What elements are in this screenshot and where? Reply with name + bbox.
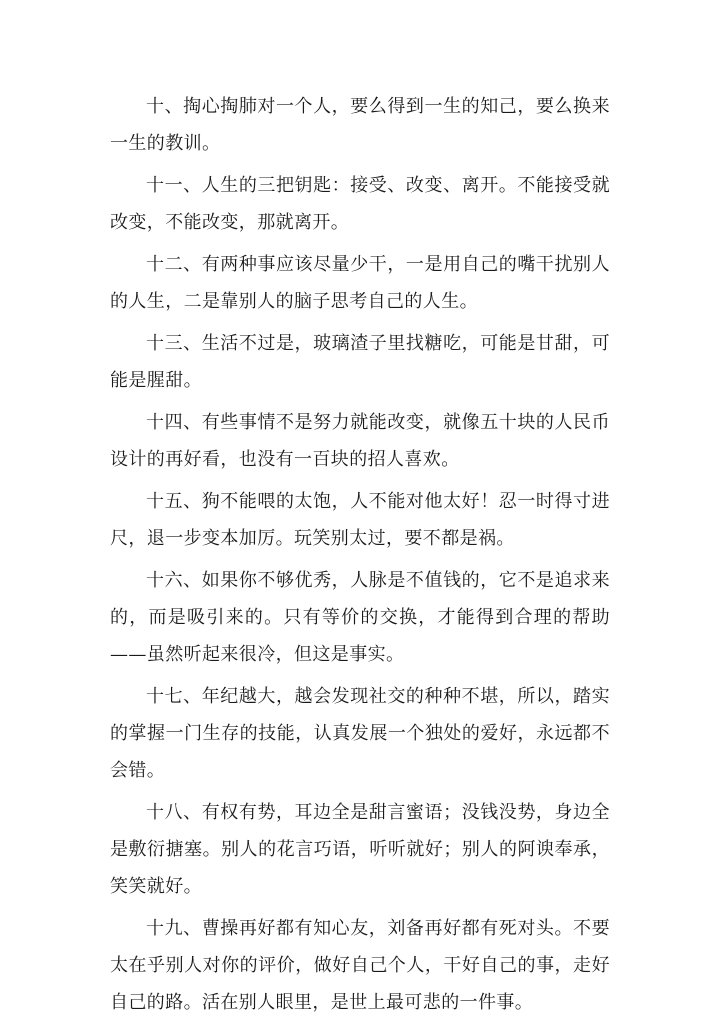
paragraph-11: 十一、人生的三把钥匙：接受、改变、离开。不能接受就改变，不能改变，那就离开。 — [110, 175, 610, 233]
document-body — [110, 88, 610, 1026]
paragraph-13: 十三、生活不过是，玻璃渣子里找糖吃，可能是甘甜，可能是腥甜。 — [110, 333, 610, 391]
paragraph-12: 十二、有两种事应该尽量少干，一是用自己的嘴干扰别人的人生，二是靠别人的脑子思考自己的人生。 — [110, 254, 610, 312]
paragraph-18: 十八、有权有势，耳边全是甜言蜜语；没钱没势，身边全是敷衍搪塞。别人的花言巧语，听听就好；别人的阿谀奉承，笑笑就好。 — [110, 802, 610, 897]
paragraph-16: 十六、如果你不够优秀，人脉是不值钱的，它不是追求来的，而是吸引来的。只有等价的交换，才能得到合理的帮助——虽然听起来很冷，但这是事实。 — [110, 570, 610, 665]
paragraph-15: 十五、狗不能喂的太饱，人不能对他太好！忍一时得寸进尺，退一步变本加厉。玩笑别太过，要不都是祸。 — [110, 491, 610, 549]
paragraph-10: 十、掏心掏肺对一个人，要么得到一生的知己，要么换来一生的教训。 — [110, 96, 610, 154]
paragraph-14: 十四、有些事情不是努力就能改变，就像五十块的人民币设计的再好看，也没有一百块的招人喜欢。 — [110, 412, 610, 470]
paragraph-17: 十七、年纪越大，越会发现社交的种种不堪，所以，踏实的掌握一门生存的技能，认真发展一个独处的爱好，永远都不会错。 — [110, 686, 610, 781]
paragraph-19: 十九、曹操再好都有知心友，刘备再好都有死对头。不要太在乎别人对你的评价，做好自己个人，干好自己的事，走好自己的路。活在别人眼里，是世上最可悲的一件事。 — [110, 918, 610, 1013]
